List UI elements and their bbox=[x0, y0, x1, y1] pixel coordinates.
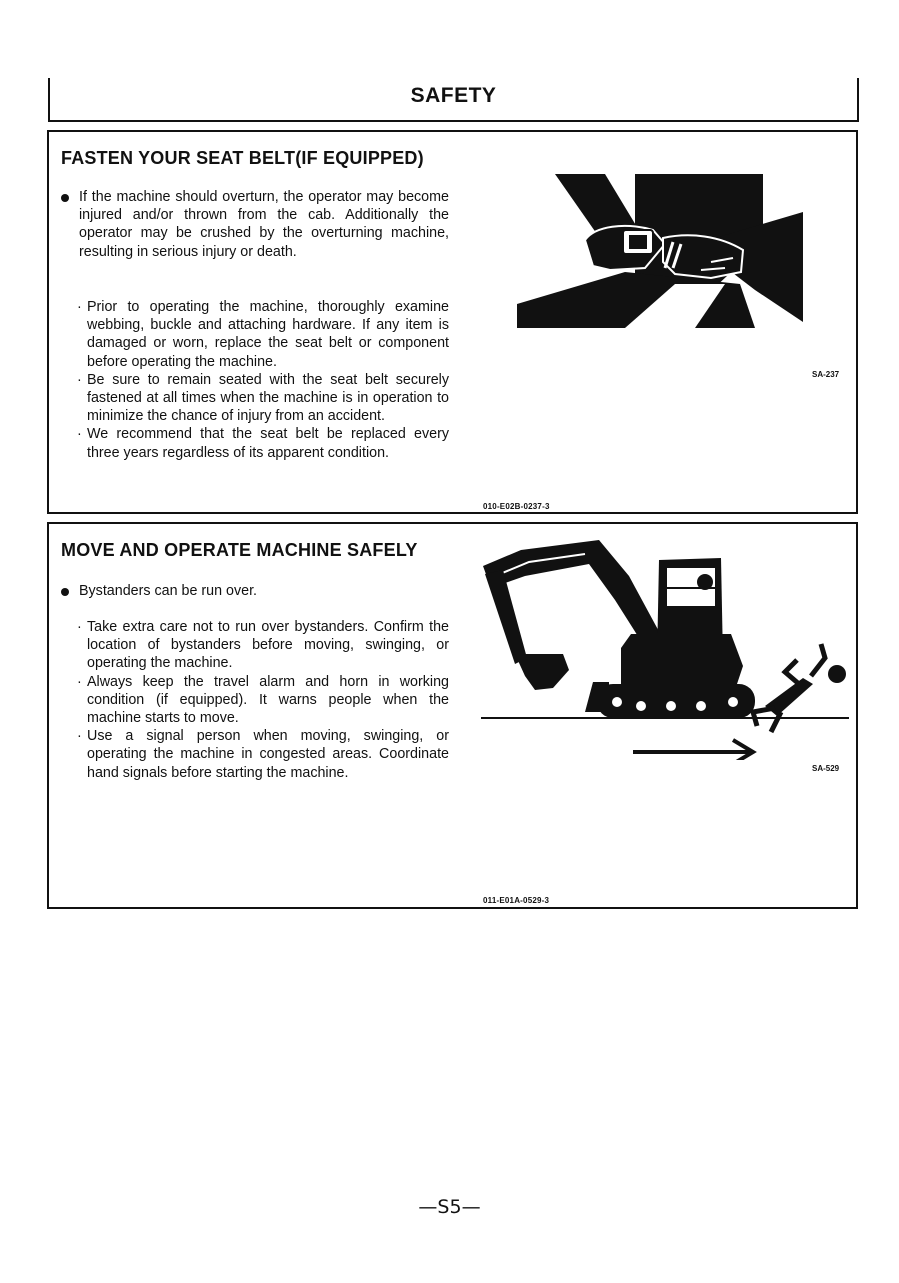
sub-list bbox=[77, 618, 449, 782]
list-item: · Use a signal person when moving, swinging, or operating the machine in congested areas. Coordinate hand signals before starting the machine. bbox=[77, 727, 449, 782]
bullet-icon bbox=[61, 588, 69, 596]
bullet-text: Bystanders can be run over. bbox=[79, 583, 258, 599]
document-code: 010-E02B-0237-3 bbox=[483, 502, 550, 511]
seat-belt-section bbox=[47, 130, 858, 514]
header-rule bbox=[48, 120, 859, 122]
section-title: MOVE AND OPERATE MACHINE SAFELY bbox=[61, 540, 418, 560]
document-code: 011-E01A-0529-3 bbox=[483, 896, 550, 905]
section-title: FASTEN YOUR SEAT BELT(IF EQUIPPED) bbox=[61, 148, 424, 168]
bullet-paragraph bbox=[61, 188, 449, 261]
list-item: · Take extra care not to run over bystanders. Confirm the location of bystanders before moving, swinging, or operating the machine. bbox=[77, 618, 449, 673]
bullet-icon bbox=[61, 194, 69, 202]
figure-label: SA-237 bbox=[812, 370, 840, 379]
operate-safely-section bbox=[47, 522, 858, 909]
excavator-running-over-person-illustration bbox=[481, 536, 853, 760]
page-number: —S5— bbox=[418, 1196, 481, 1218]
bullet-paragraph bbox=[61, 582, 449, 600]
list-item: · We recommend that the seat belt be replaced every three years regardless of its apparent condition. bbox=[77, 425, 449, 461]
seat-belt-buckle-illustration bbox=[515, 172, 810, 334]
page-title: SAFETY bbox=[410, 84, 497, 107]
bullet-text: If the machine should overturn, the operator may become injured and/or thrown from the cab. Additionally the operator may be crushed by the overturning machine, resulting in serious injury or death. bbox=[79, 189, 449, 260]
sub-list bbox=[77, 298, 449, 462]
list-item: · Always keep the travel alarm and horn in working condition (if equipped). It warns people when the machine starts to move. bbox=[77, 673, 449, 728]
list-item: · Prior to operating the machine, thoroughly examine webbing, buckle and attaching hardware. If any item is damaged or worn, replace the seat belt or component before operating the machine. bbox=[77, 298, 449, 371]
figure-label: SA-529 bbox=[812, 764, 840, 773]
list-item: · Be sure to remain seated with the seat belt securely fastened at all times when the machine is in operation to minimize the chance of injury from an accident. bbox=[77, 371, 449, 426]
